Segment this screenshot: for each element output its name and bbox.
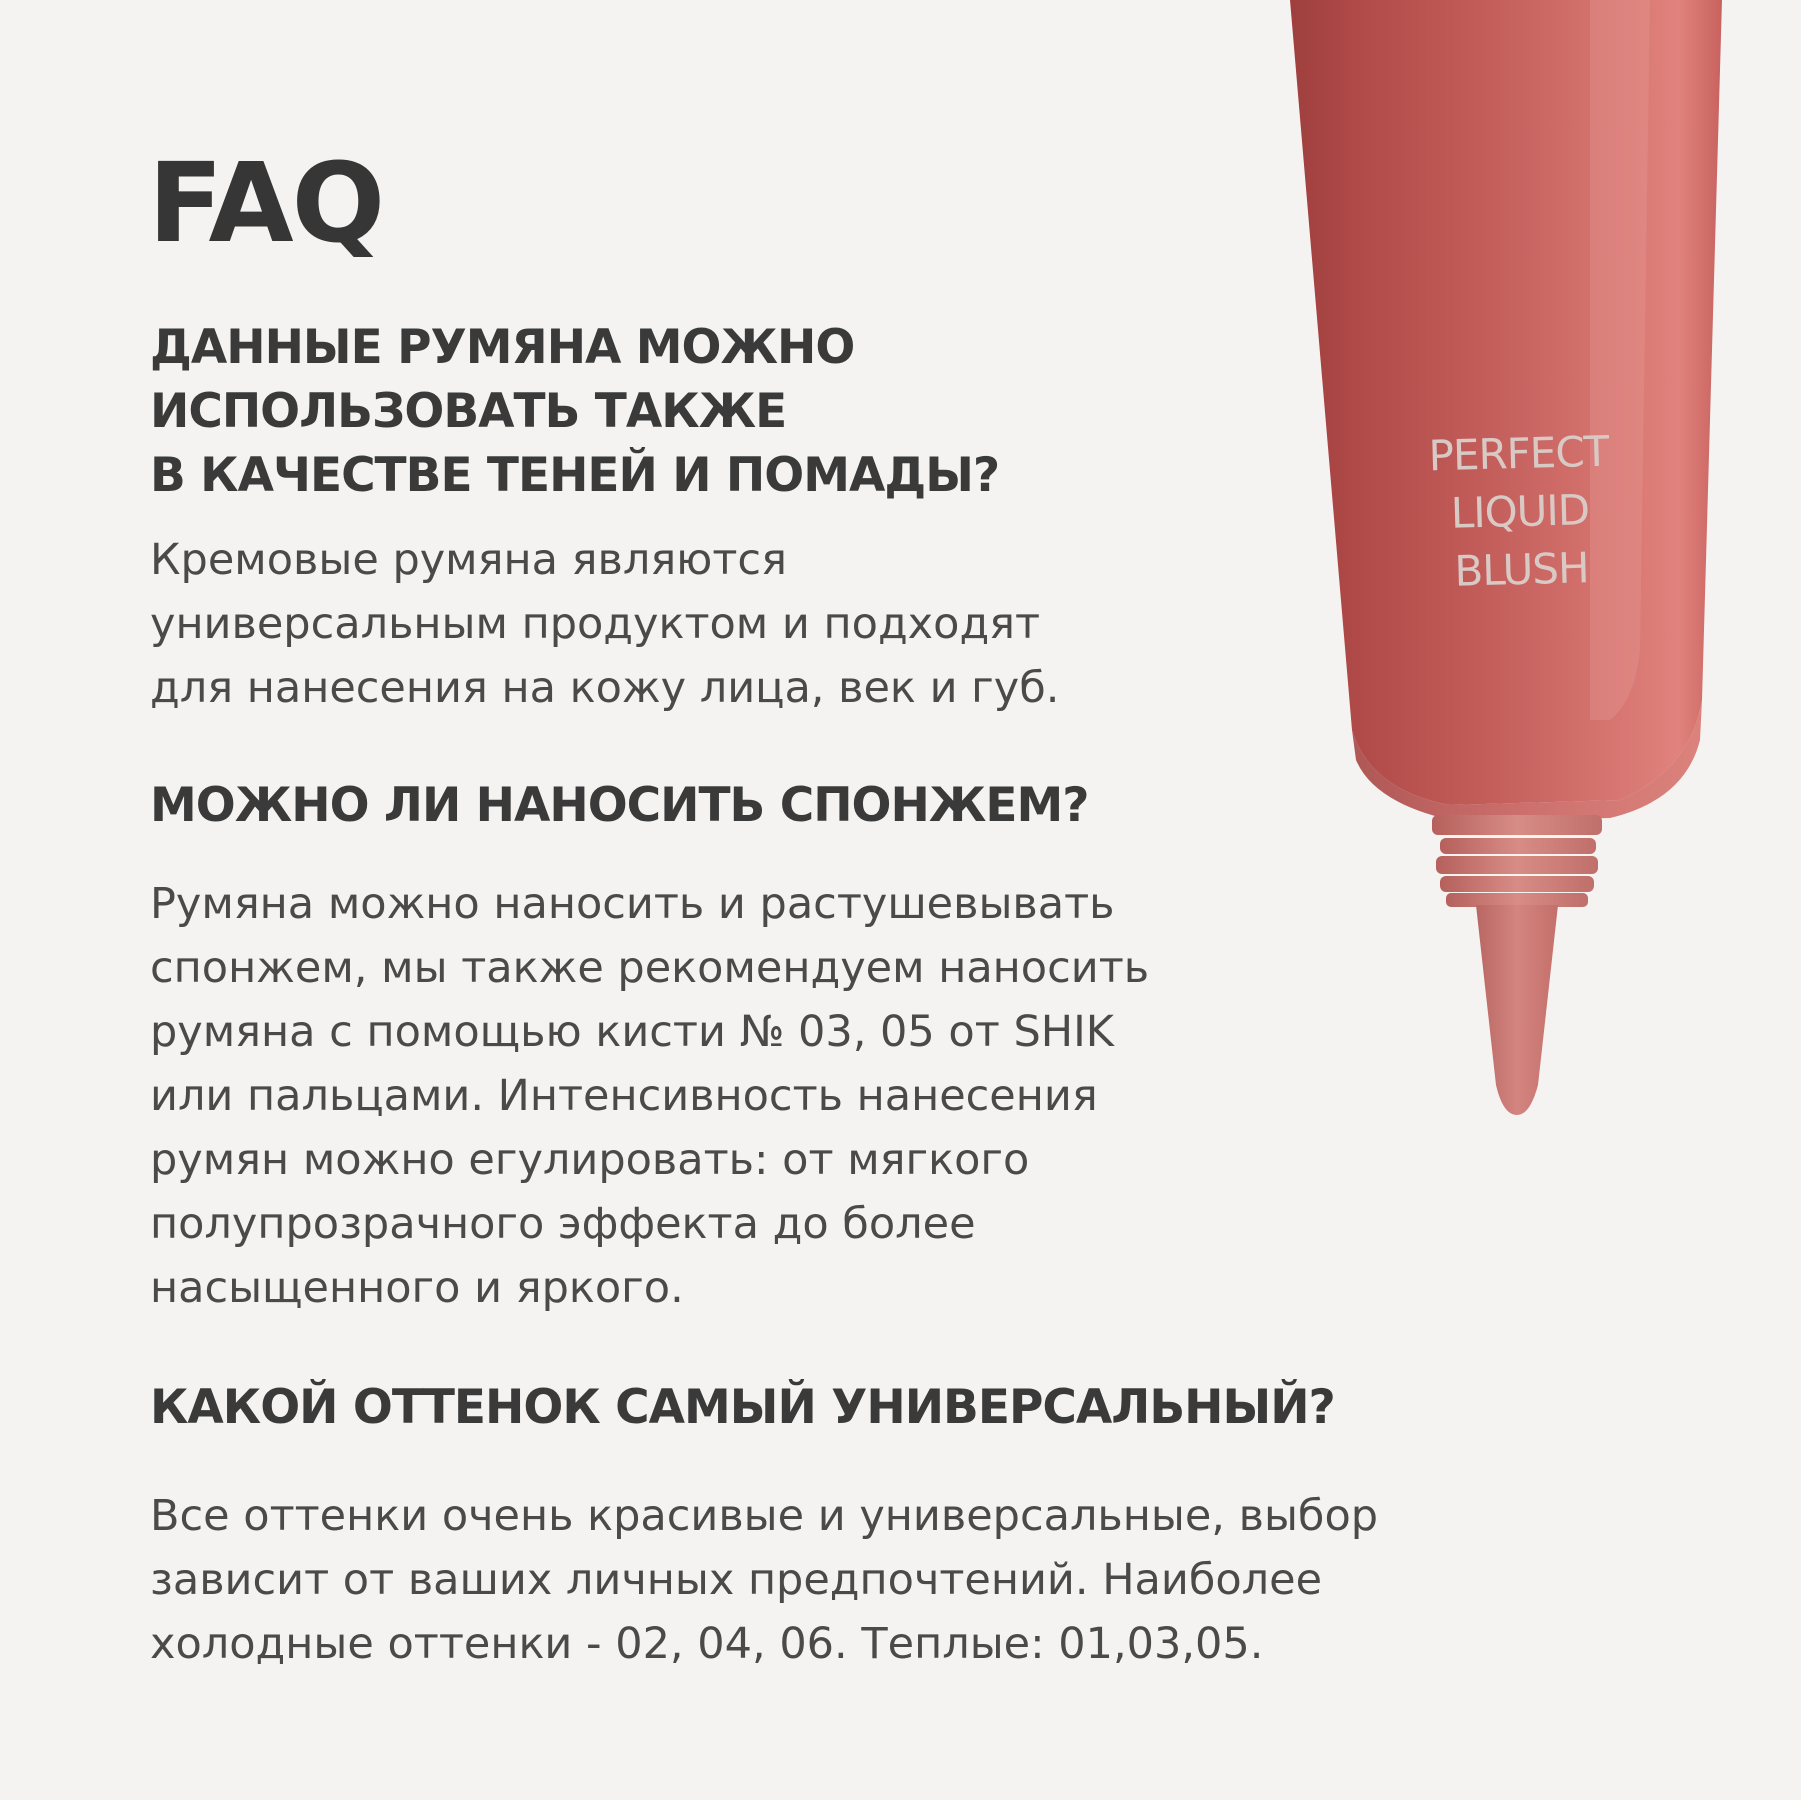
faq-question-1-line: В КАЧЕСТВЕ ТЕНЕЙ И ПОМАДЫ? xyxy=(150,448,1000,503)
tube-thread xyxy=(1436,856,1598,874)
faq-answer-1-line: для нанесения на кожу лица, век и губ. xyxy=(150,663,1060,713)
faq-answer-1-line: универсальным продуктом и подходят xyxy=(150,599,1041,649)
faq-answer-2-line: румяна с помощью кисти № 03, 05 от SHIK xyxy=(150,1007,1114,1057)
faq-answer-3-line: холодные оттенки - 02, 04, 06. Теплые: 01,03,05. xyxy=(150,1619,1264,1669)
tube-tip xyxy=(1476,905,1558,1115)
product-label-line: PERFECT xyxy=(1427,426,1609,481)
product-label-line: LIQUID xyxy=(1450,485,1590,538)
faq-answer-2-line: Румяна можно наносить и растушевывать xyxy=(150,879,1115,929)
tube-thread xyxy=(1440,838,1596,854)
faq-answer-3-line: Все оттенки очень красивые и универсальные, выбор xyxy=(150,1491,1379,1541)
page-title: FAQ xyxy=(148,139,384,267)
faq-answer-2-line: румян можно егулировать: от мягкого xyxy=(150,1135,1030,1185)
product-label xyxy=(1403,422,1637,602)
faq-answer-3 xyxy=(150,1484,1550,1676)
faq-question-3 xyxy=(150,1376,1550,1440)
tube-body xyxy=(1290,0,1722,805)
faq-question-1-line: ДАННЫЕ РУМЯНА МОЖНО xyxy=(150,320,855,375)
tube-neck xyxy=(1432,815,1602,835)
faq-question-2-line: МОЖНО ЛИ НАНОСИТЬ СПОНЖЕМ? xyxy=(150,778,1089,833)
faq-answer-3-line: зависит от ваших личных предпочтений. Наиболее xyxy=(150,1555,1323,1605)
faq-answer-2-line: спонжем, мы также рекомендуем наносить xyxy=(150,943,1150,993)
faq-answer-2-line: или пальцами. Интенсивность нанесения xyxy=(150,1071,1098,1121)
product-label-line: BLUSH xyxy=(1453,543,1590,596)
faq-question-1-line: ИСПОЛЬЗОВАТЬ ТАКЖЕ xyxy=(150,384,787,439)
tube-thread xyxy=(1446,893,1588,907)
tube-thread xyxy=(1440,876,1594,892)
faq-question-3-line: КАКОЙ ОТТЕНОК САМЫЙ УНИВЕРСАЛЬНЫЙ? xyxy=(150,1380,1335,1435)
faq-answer-2-line: насыщенного и яркого. xyxy=(150,1263,684,1313)
faq-answer-1-line: Кремовые румяна являются xyxy=(150,535,787,585)
faq-answer-2-line: полупрозрачного эффекта до более xyxy=(150,1199,976,1249)
